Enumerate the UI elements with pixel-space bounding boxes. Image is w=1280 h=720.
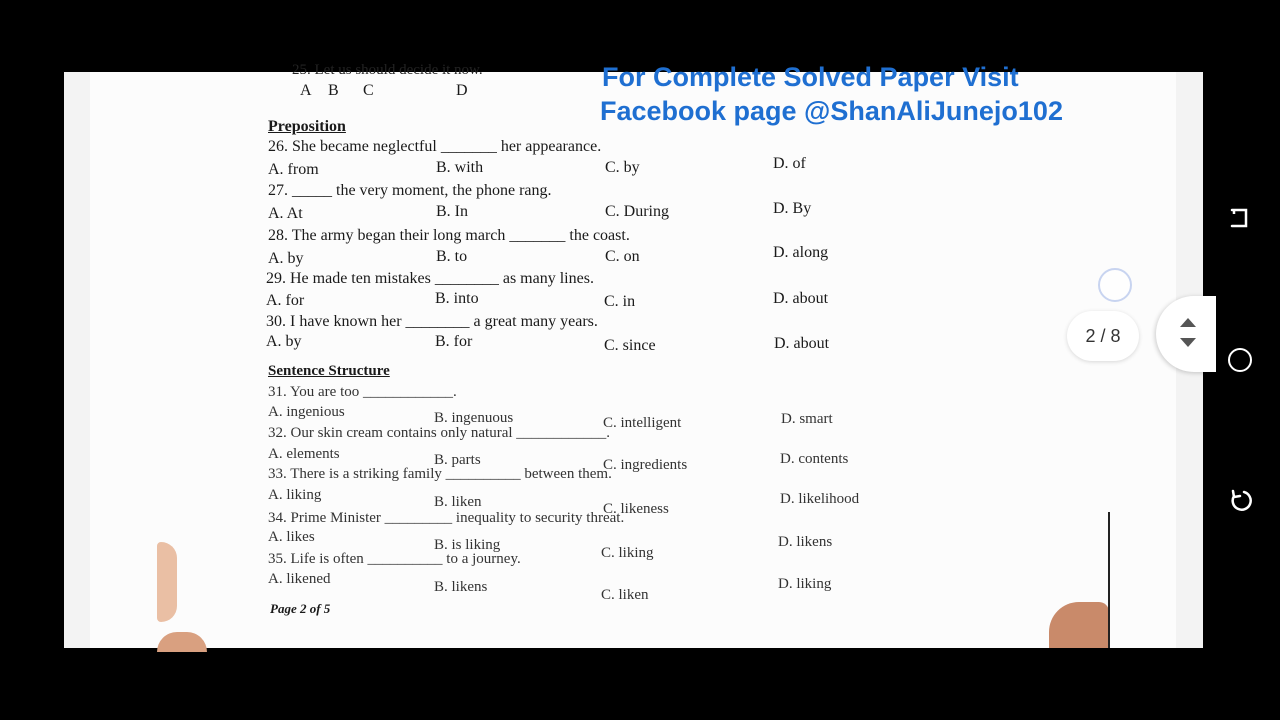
option: C. on [605, 248, 640, 265]
cut-off-question-25: 25. Let us should decide it now. [292, 62, 483, 78]
touch-indicator [1098, 268, 1132, 302]
option: D. along [773, 244, 829, 261]
option: B. is liking [434, 537, 501, 553]
question: 35. Life is often __________ to a journey. [268, 551, 521, 567]
option-letter: B [328, 82, 339, 99]
option: B. parts [434, 452, 481, 468]
option: C. intelligent [603, 415, 682, 431]
question: 33. There is a striking family __________ between them. [268, 466, 612, 482]
option: D. liking [778, 576, 832, 592]
option: C. ingredients [603, 457, 688, 473]
question: 32. Our skin cream contains only natural ____________. [268, 425, 611, 441]
option: C. likeness [603, 501, 669, 517]
question: 30. I have known her ________ a great many years. [266, 313, 598, 330]
option: C. During [605, 203, 669, 220]
option: A. likes [268, 529, 315, 545]
option: A. At [268, 205, 303, 222]
option: D. smart [781, 411, 833, 427]
option: A. elements [268, 446, 340, 462]
option: A. ingenious [268, 404, 345, 420]
arrow-up-icon [1180, 318, 1196, 327]
option: D. about [773, 290, 829, 307]
option: B. for [435, 333, 473, 350]
option: B. likens [434, 579, 488, 595]
question: 31. You are too ____________. [268, 384, 457, 400]
arrow-down-icon [1180, 338, 1196, 347]
option: B. ingenuous [434, 410, 514, 426]
question: 28. The army began their long march _______ the coast. [268, 227, 630, 244]
page-indicator-text: 2 / 8 [1085, 325, 1121, 346]
document-page [90, 62, 1176, 648]
option: B. into [435, 290, 479, 307]
option: A. from [268, 161, 319, 178]
option-letter: C [363, 82, 374, 99]
option: D. about [774, 335, 830, 352]
option: D. contents [780, 451, 849, 467]
option-letter: D [456, 82, 468, 99]
option: A. liking [268, 487, 322, 503]
question: 29. He made ten mistakes ________ as many lines. [266, 270, 594, 287]
option: D. of [773, 155, 806, 172]
question: 26. She became neglectful _______ her appearance. [268, 138, 602, 155]
banner-line-2: Facebook page @ShanAliJunejo102 [600, 96, 1063, 126]
banner-line-1: For Complete Solved Paper Visit [602, 62, 1019, 92]
finger-right [1049, 602, 1109, 648]
home-icon[interactable] [1228, 348, 1252, 372]
option: B. with [436, 159, 484, 176]
question: 34. Prime Minister _________ inequality to security threat. [268, 510, 625, 526]
option: A. for [266, 292, 305, 309]
option: D. By [773, 200, 812, 217]
option: C. by [605, 159, 640, 176]
section-heading-preposition: Preposition [268, 118, 346, 135]
option: C. in [604, 293, 636, 310]
option: C. since [604, 337, 656, 354]
finger-left [157, 542, 177, 622]
photo-edge [1108, 512, 1110, 648]
page-footer: Page 2 of 5 [270, 601, 331, 616]
option: C. liken [601, 587, 649, 603]
option: D. likens [778, 534, 833, 550]
question: 27. _____ the very moment, the phone rang. [268, 182, 552, 199]
option: A. by [268, 250, 304, 267]
option-letter: A [300, 82, 312, 99]
back-icon[interactable] [1228, 488, 1252, 512]
pdf-viewer[interactable] [64, 62, 1203, 648]
option: B. liken [434, 494, 482, 510]
page-indicator [1067, 311, 1139, 361]
option: B. to [436, 248, 468, 265]
section-heading-sentence-structure: Sentence Structure [268, 363, 390, 379]
option: A. likened [268, 571, 331, 587]
option: A. by [266, 333, 302, 350]
recent-apps-icon[interactable] [1228, 206, 1250, 230]
option: D. likelihood [780, 491, 860, 507]
option: C. liking [601, 545, 654, 561]
option: B. In [436, 203, 468, 220]
